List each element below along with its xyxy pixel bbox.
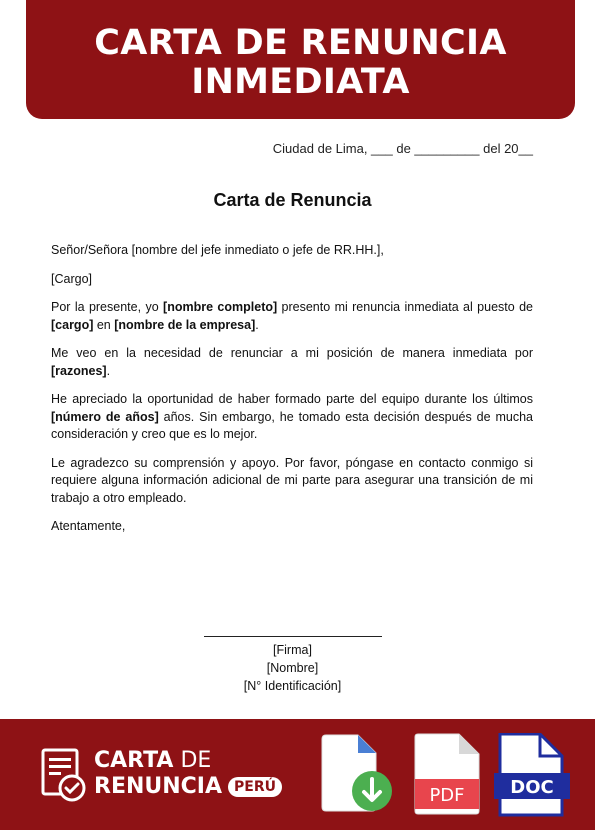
- placeholder-years: [número de años]: [51, 409, 159, 424]
- letter-title: Carta de Renuncia: [213, 190, 372, 210]
- brand-badge: PERÚ: [228, 777, 282, 797]
- doc-file-icon[interactable]: [492, 733, 572, 817]
- paragraph-2: [51, 345, 533, 380]
- footer-bar: [0, 719, 595, 830]
- paragraph-4: Le agradezco su comprensión y apoyo. Por favor, póngase en contacto conmigo si requiere alguna información adicional de mi parte para asegurar una transición de mi trabajo a otro empleado.: [51, 455, 533, 505]
- paragraph-3: [51, 391, 533, 444]
- text: presento mi renuncia inmediata al puesto de: [277, 300, 533, 314]
- signature-line: [204, 636, 382, 637]
- doc-label: DOC: [510, 777, 554, 798]
- document-check-icon: [40, 747, 88, 803]
- download-file-icon[interactable]: [318, 733, 396, 817]
- placeholder-position: [cargo]: [51, 317, 94, 332]
- salutation: Señor/Señora [nombre del jefe inmediato o jefe de RR.HH.],: [51, 243, 384, 257]
- signature-id: [N° Identificación]: [243, 679, 342, 693]
- text: He apreciado la oportunidad de haber formado parte del equipo durante los últimos: [51, 392, 533, 406]
- text: en: [93, 317, 115, 332]
- page-title-line1: CARTA DE RENUNCIA: [94, 23, 507, 63]
- paragraph-1: [51, 299, 533, 334]
- brand-logo: [94, 749, 282, 799]
- brand-de: DE: [173, 748, 212, 773]
- page-title: [26, 24, 575, 102]
- closing: Atentamente,: [51, 519, 126, 533]
- placeholder-full-name: [nombre completo]: [163, 300, 278, 314]
- brand-renuncia: RENUNCIA: [94, 774, 223, 799]
- date-line: Ciudad de Lima, ___ de _________ del 20__: [272, 141, 533, 156]
- brand-carta: CARTA: [94, 748, 174, 773]
- signature-firma: [Firma]: [273, 643, 312, 657]
- placeholder-company: [nombre de la empresa]: [114, 317, 256, 332]
- pdf-file-icon[interactable]: [413, 733, 483, 817]
- page-title-line2: INMEDIATA: [191, 62, 410, 102]
- text: Por la presente, yo: [51, 300, 164, 314]
- position-placeholder: [Cargo]: [51, 271, 92, 286]
- letter-body: [51, 242, 533, 547]
- placeholder-reasons: [razones]: [51, 363, 107, 378]
- text: Me veo en la necesidad de renunciar a mi posición de manera inmediata por: [51, 346, 533, 360]
- signature-nombre: [Nombre]: [266, 661, 319, 675]
- text: .: [255, 317, 259, 332]
- text: .: [106, 363, 111, 378]
- text: años. Sin embargo, he tomado esta decisión después de mucha consideración y creo que es lo mejor.: [51, 409, 533, 441]
- signature-block: [0, 624, 585, 695]
- pdf-label: PDF: [429, 785, 465, 806]
- header-banner: [26, 0, 575, 119]
